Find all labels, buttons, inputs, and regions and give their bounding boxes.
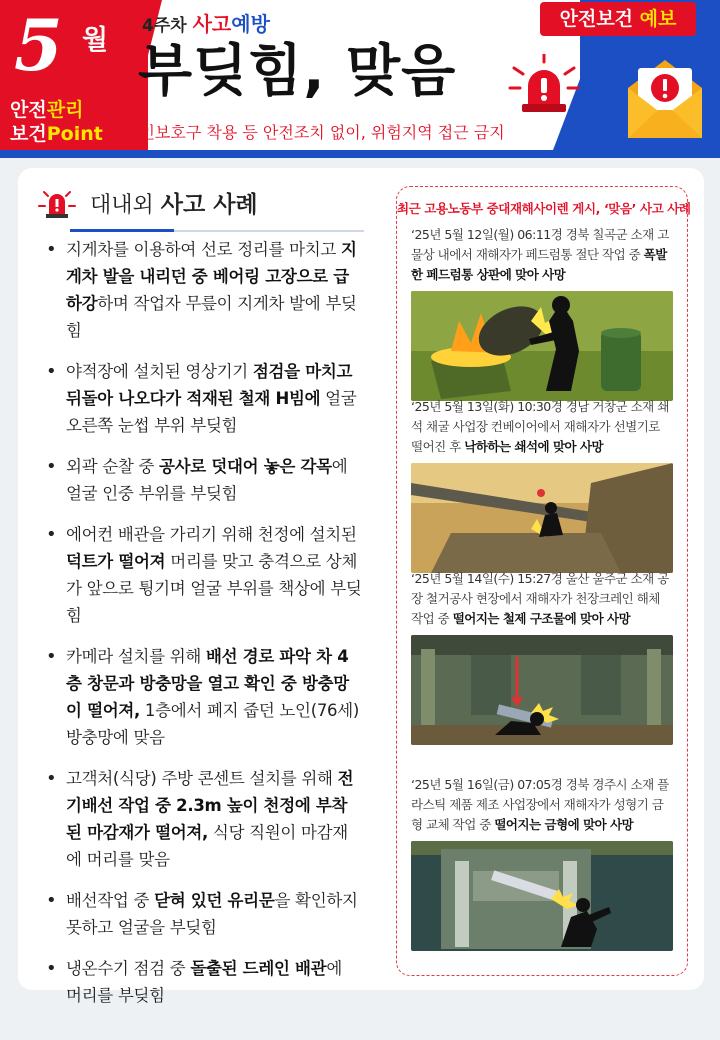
case-emphasis-text: 점검을 마치고 뒤돌아 나오다가 적재된 철재 H빔에 [66,362,353,408]
case-text: 식당 직원이 마감재에 머리를 맞음 [66,823,348,869]
case-text: 외곽 순찰 중 [66,457,160,476]
siren-icon [508,54,580,118]
section-underline-accent [70,229,174,232]
side-label-line1: 안전관리 [10,99,84,121]
case-text: 얼굴 오른쪽 눈썹 부위 부딪힘 [66,389,357,435]
case-text: 야적장에 설치된 영상기기 [66,362,253,381]
drum-explosion-illustration [411,291,673,401]
falling-mold-illustration [411,841,673,951]
section-title: 대내외 사고 사례 [90,192,258,218]
accident-case-item [46,643,362,751]
small-siren-icon [36,186,78,220]
case-text: 카메라 설치를 위해 [66,647,206,666]
falling-steel-structure-illustration [411,635,673,745]
case-text: 냉온수기 점검 중 [66,959,191,978]
accident-case-item [46,358,362,439]
incident-text: ‘25년 5월 16일(금) 07:05경 경북 경주시 소재 플라스틱 제품 제조 사업장에서 재해자가 성형기 금형 교체 작업 중 떨어지는 금형에 맞아 사망 [411,777,669,832]
case-text: 에 얼굴 인중 부위를 부딪힘 [66,457,348,503]
recent-cases-panel [396,186,691,976]
case-text: 에어컨 배관을 가리기 위해 천정에 설치된 [66,525,357,544]
accident-case-item [46,955,362,1009]
forecast-badge: 안전보건 예보 [540,2,696,36]
case-emphasis-text: 공사로 덧대어 놓은 각목 [159,457,332,476]
case-text: 1층에서 폐지 줍던 노인(76세) 방충망에 맞음 [66,701,360,747]
case-emphasis-text: 배선 경로 파악 차 4층 창문과 방충망을 열고 확인 중 방충망이 떨어져, [66,647,349,720]
accident-case-item [46,887,362,941]
case-emphasis-text: 지게차 발을 내리던 중 베어링 고장으로 급 하강 [66,240,357,313]
month-unit: 월 [82,25,109,56]
incident-card [411,397,673,573]
accident-case-item [46,521,362,629]
side-label-line2: 보건Point [10,123,103,145]
section-header [36,184,366,220]
case-text: 머리를 맞고 충격으로 상체가 앞으로 튕기며 얼굴 부위를 책상에 부딪힘 [66,552,362,625]
case-emphasis-text: 닫혀 있던 유리문 [154,891,275,910]
panel-title: 최근 고용노동부 중대재해사이렌 게시, ‘맞음’ 사고 사례 [397,201,691,216]
case-emphasis-text: 전기배선 작업 중 2.3m 높이 천정에 부착된 마감재가 떨어져, [66,769,354,842]
incident-text: ‘25년 5월 12일(월) 06:11경 경북 칠곡군 소재 고물상 내에서 재해자가 페드럼통 절단 작업 중 폭발한 페드럼통 상판에 맞아 사망 [411,227,669,282]
accident-case-list [46,236,362,1023]
warning-envelope-icon [622,48,708,144]
case-text: 고객처(식당) 주방 콘센트 설치를 위해 [66,769,338,788]
case-text: 하며 작업자 무릎이 지게차 발에 부딪힘 [66,294,357,340]
case-text: 을 확인하지 못하고 얼굴을 부딪힘 [66,891,358,937]
header-banner [0,0,720,158]
case-text: 배선작업 중 [66,891,155,910]
case-emphasis-text: 돌출된 드레인 배관 [190,959,327,978]
incident-card [411,569,673,745]
page-title: 부딪힘, 맞음 [138,39,457,104]
month-number: 5 [14,4,63,87]
incident-card [411,775,673,951]
header-bottom-stripe [0,150,720,158]
week-label: 4주차 사고예방 [142,12,270,36]
falling-rock-conveyor-illustration [411,463,673,573]
page-subtitle: 개인보호구 착용 등 안전조치 없이, 위험지역 접근 금지 [124,123,505,142]
accident-case-item [46,765,362,873]
case-text: 에 머리를 부딪힘 [66,959,342,1005]
accident-case-item [46,236,362,344]
incident-card [411,225,673,401]
accident-case-item [46,453,362,507]
incident-text: ‘25년 5월 14일(수) 15:27경 울산 울주군 소재 공장 철거공사 현장에서 재해자가 천장크레인 해체 작업 중 떨어지는 철제 구조물에 맞아 사망 [411,571,669,626]
case-emphasis-text: 덕트가 떨어져 [66,552,166,571]
incident-text: ‘25년 5월 13일(화) 10:30경 경남 거창군 소재 쇄석 채굴 사업장 컨베이어에서 재해자가 선별기로 떨어진 후 낙하하는 쇄석에 맞아 사망 [411,399,669,454]
content-card [18,168,704,1005]
case-text: 지게차를 이용하여 선로 정리를 마치고 [66,240,341,259]
